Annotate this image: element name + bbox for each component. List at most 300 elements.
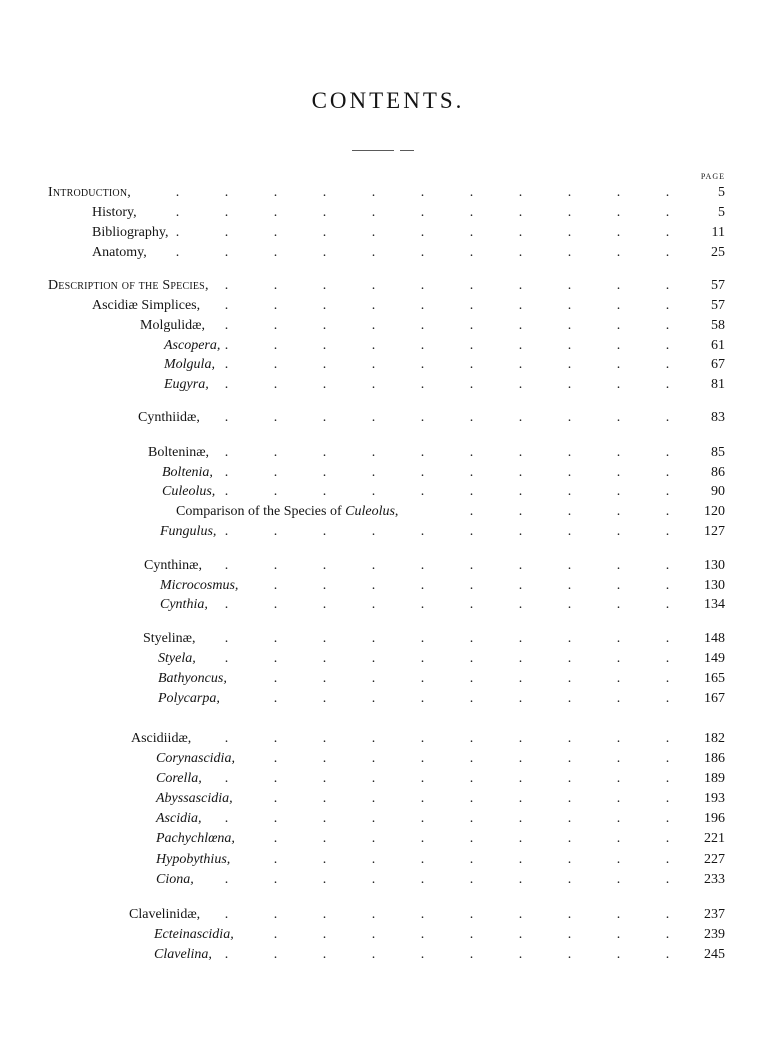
leader-dot: . [665, 558, 670, 573]
leader-dot: . [567, 811, 572, 826]
toc-entry-page: 86 [711, 465, 725, 480]
toc-entry-label-genus: Culeolus [345, 504, 395, 519]
leader-dot: . [322, 338, 327, 353]
toc-entry-ascidiidae [0, 729, 776, 749]
toc-entry-label: Molgulidæ, [140, 318, 205, 333]
leader-dot: . [518, 410, 523, 425]
leader-dot: . [420, 484, 425, 499]
leader-dot: . [616, 377, 621, 392]
toc-entry-page: 221 [704, 831, 725, 846]
leader-dot: . [567, 731, 572, 746]
leader-dots [202, 296, 692, 316]
leader-dot: . [616, 504, 621, 519]
leader-dot: . [420, 811, 425, 826]
toc-entry-label: Cynthinæ, [144, 558, 202, 573]
leader-dot: . [322, 811, 327, 826]
leader-dot: . [322, 445, 327, 460]
toc-entry-ecteinascidia [0, 925, 776, 945]
leader-dot: . [469, 831, 474, 846]
leader-dot: . [224, 872, 229, 887]
leader-dot: . [518, 771, 523, 786]
toc-entry-culeolus [0, 482, 776, 502]
leader-dot: . [665, 205, 670, 220]
leader-dot: . [371, 831, 376, 846]
leader-dot: . [665, 524, 670, 539]
leader-dot: . [224, 338, 229, 353]
leader-dot: . [224, 651, 229, 666]
leader-dot: . [665, 791, 670, 806]
leader-dot: . [665, 578, 670, 593]
leader-dot: . [224, 947, 229, 962]
toc-entry-comparison-of-culeolus [0, 502, 776, 522]
leader-dot: . [224, 631, 229, 646]
leader-dot: . [567, 671, 572, 686]
toc-entry-label: Bathyoncus, [158, 671, 227, 686]
leader-dot: . [469, 245, 474, 260]
toc-entry-page: 134 [704, 597, 725, 612]
toc-entry-eugyra [0, 375, 776, 395]
leader-dot: . [616, 811, 621, 826]
leader-dot: . [322, 927, 327, 942]
leader-dot: . [371, 558, 376, 573]
leader-dot: . [518, 318, 523, 333]
leader-dot: . [322, 465, 327, 480]
leader-dot: . [224, 445, 229, 460]
toc-entry-page: 245 [704, 947, 725, 962]
leader-dot: . [567, 791, 572, 806]
leader-dots [202, 336, 692, 356]
leader-dot: . [420, 185, 425, 200]
leader-dot: . [616, 651, 621, 666]
leader-dot: . [420, 445, 425, 460]
leader-dot: . [665, 907, 670, 922]
leader-dot: . [420, 872, 425, 887]
leader-dot: . [469, 852, 474, 867]
leader-dots [202, 375, 692, 395]
leader-dot: . [273, 278, 278, 293]
leader-dot: . [371, 811, 376, 826]
leader-dot: . [273, 357, 278, 372]
leader-dot: . [322, 357, 327, 372]
leader-dot: . [273, 225, 278, 240]
toc-entry-page: 61 [711, 338, 725, 353]
leader-dot: . [518, 465, 523, 480]
leader-dot: . [371, 691, 376, 706]
leader-dots [251, 749, 692, 769]
leader-dot: . [469, 484, 474, 499]
leader-dot: . [273, 872, 278, 887]
leader-dot: . [469, 410, 474, 425]
leader-dot: . [665, 185, 670, 200]
leader-dot: . [567, 947, 572, 962]
leader-dot: . [420, 377, 425, 392]
leader-dot: . [322, 377, 327, 392]
leader-dot: . [322, 751, 327, 766]
toc-entry-ciona [0, 870, 776, 890]
leader-dot: . [224, 225, 229, 240]
leader-dot: . [273, 771, 278, 786]
leader-dot: . [224, 245, 229, 260]
toc-entry-label: Clavelinidæ, [129, 907, 201, 922]
leader-dot: . [518, 731, 523, 746]
leader-dots [202, 769, 692, 789]
leader-dot: . [469, 872, 474, 887]
leader-dot: . [567, 318, 572, 333]
toc-entry-label: Corynascidia, [156, 751, 235, 766]
leader-dot: . [616, 907, 621, 922]
leader-dot: . [273, 338, 278, 353]
toc-entry-page: 81 [711, 377, 725, 392]
leader-dot: . [567, 578, 572, 593]
toc-entry-microcosmus [0, 576, 776, 596]
leader-dot: . [322, 791, 327, 806]
toc-entry-page: 57 [711, 278, 725, 293]
leader-dot: . [224, 484, 229, 499]
leader-dot: . [371, 225, 376, 240]
leader-dot: . [567, 377, 572, 392]
leader-dot: . [420, 651, 425, 666]
leader-dot: . [224, 597, 229, 612]
leader-dot: . [420, 771, 425, 786]
leader-dots [251, 850, 692, 870]
leader-dot: . [567, 751, 572, 766]
leader-dot: . [420, 597, 425, 612]
leader-dot: . [371, 298, 376, 313]
toc-entry-label: Ascidiidæ, [131, 731, 192, 746]
leader-dot: . [616, 318, 621, 333]
leader-dot: . [371, 484, 376, 499]
leader-dot: . [273, 907, 278, 922]
leader-dot: . [322, 947, 327, 962]
leader-dot: . [273, 751, 278, 766]
leader-dot: . [273, 831, 278, 846]
leader-dot: . [273, 465, 278, 480]
leader-dot: . [665, 338, 670, 353]
toc-entry-page: 165 [704, 671, 725, 686]
leader-dot: . [616, 524, 621, 539]
toc-entry-cynthiidae [0, 408, 776, 428]
leader-dot: . [665, 278, 670, 293]
leader-dot: . [469, 278, 474, 293]
leader-dot: . [469, 927, 474, 942]
leader-dot: . [371, 578, 376, 593]
leader-dot: . [273, 524, 278, 539]
leader-dot: . [371, 907, 376, 922]
toc-entry-label: Microcosmus, [160, 578, 239, 593]
toc-entry-corella [0, 769, 776, 789]
toc-entry-label: Anatomy, [92, 245, 147, 260]
leader-dot: . [616, 731, 621, 746]
leader-dot: . [665, 811, 670, 826]
leader-dot: . [469, 811, 474, 826]
leader-dot: . [567, 771, 572, 786]
leader-dots [202, 556, 692, 576]
leader-dot: . [273, 410, 278, 425]
leader-dots [202, 355, 692, 375]
toc-entry-ascidiae-simplices [0, 296, 776, 316]
leader-dot: . [420, 465, 425, 480]
toc-entry-page: 25 [711, 245, 725, 260]
leader-dot: . [616, 751, 621, 766]
leader-dot: . [469, 731, 474, 746]
leader-dot: . [518, 631, 523, 646]
leader-dot: . [371, 465, 376, 480]
leader-dot: . [567, 872, 572, 887]
leader-dot: . [469, 318, 474, 333]
leader-dots [153, 243, 692, 263]
toc-entry-hypobythius [0, 850, 776, 870]
leader-dot: . [469, 205, 474, 220]
leader-dot: . [518, 558, 523, 573]
leader-dot: . [567, 831, 572, 846]
toc-entry-bathyoncus [0, 669, 776, 689]
leader-dot: . [322, 558, 327, 573]
leader-dot: . [371, 771, 376, 786]
leader-dot: . [469, 185, 474, 200]
leader-dots [153, 223, 692, 243]
toc-entry-page: 83 [711, 410, 725, 425]
leader-dot: . [518, 927, 523, 942]
toc-entry-label: Bolteninæ, [148, 445, 210, 460]
leader-dot: . [665, 947, 670, 962]
leader-dot: . [371, 947, 376, 962]
toc-entry-page: 182 [704, 731, 725, 746]
leader-dot: . [273, 318, 278, 333]
leader-dot: . [371, 872, 376, 887]
toc-entry-page: 90 [711, 484, 725, 499]
leader-dot: . [567, 484, 572, 499]
leader-dot: . [322, 852, 327, 867]
leader-dot: . [420, 791, 425, 806]
leader-dot: . [518, 907, 523, 922]
leader-dot: . [469, 947, 474, 962]
leader-dot: . [518, 338, 523, 353]
leader-dot: . [665, 318, 670, 333]
toc-entry-abyssascidia [0, 789, 776, 809]
toc-entry-bolteninae [0, 443, 776, 463]
toc-entry-label: Pachychlœna, [156, 831, 235, 846]
toc-entry-clavelinidae [0, 905, 776, 925]
toc-entry-label: Eugyra, [164, 377, 209, 392]
leader-dot: . [371, 631, 376, 646]
leader-dot: . [420, 298, 425, 313]
leader-dot: . [518, 484, 523, 499]
toc-entry-label: Culeolus, [162, 484, 216, 499]
toc-entry-description-of-the-species [0, 276, 776, 296]
leader-dot: . [518, 872, 523, 887]
leader-dot: . [616, 185, 621, 200]
leader-dot: . [371, 410, 376, 425]
leader-dot: . [616, 357, 621, 372]
leader-dot: . [616, 298, 621, 313]
leader-dot: . [420, 357, 425, 372]
toc-entry-label: Cynthiidæ, [138, 410, 200, 425]
page-title: CONTENTS. [311, 88, 465, 113]
leader-dot: . [567, 410, 572, 425]
toc-entry-anatomy [0, 243, 776, 263]
leader-dot: . [371, 791, 376, 806]
toc-entry-label: Ascidiæ Simplices, [92, 298, 201, 313]
leader-dot: . [420, 318, 425, 333]
toc-entry-label [176, 502, 398, 522]
leader-dots [251, 576, 692, 596]
leader-dot: . [322, 631, 327, 646]
leader-dots [153, 183, 692, 203]
leader-dot: . [273, 731, 278, 746]
leader-dot: . [567, 631, 572, 646]
leader-dot: . [420, 578, 425, 593]
leader-dot: . [665, 245, 670, 260]
leader-dot: . [518, 504, 523, 519]
leader-dot: . [322, 205, 327, 220]
leader-dot: . [616, 558, 621, 573]
leader-dot: . [567, 524, 572, 539]
leader-dot: . [224, 907, 229, 922]
toc-entry-label: Boltenia, [162, 465, 213, 480]
leader-dot: . [567, 597, 572, 612]
leader-dot: . [469, 631, 474, 646]
leader-dot: . [420, 205, 425, 220]
leader-dot: . [420, 524, 425, 539]
toc-entry-label: Styela, [158, 651, 196, 666]
leader-dot: . [567, 907, 572, 922]
page-column-heading: PAGE [700, 172, 725, 181]
leader-dot: . [567, 225, 572, 240]
leader-dot: . [469, 504, 474, 519]
leader-dot: . [469, 225, 474, 240]
leader-dot: . [567, 205, 572, 220]
toc-entry-label: Introduction, [48, 185, 131, 200]
leader-dot: . [469, 558, 474, 573]
leader-dot: . [371, 927, 376, 942]
toc-entry-page: 120 [704, 504, 725, 519]
leader-dot: . [518, 578, 523, 593]
toc-entry-label-tail: , [394, 504, 399, 519]
toc-entry-page: 239 [704, 927, 725, 942]
leader-dot: . [420, 947, 425, 962]
leader-dot: . [273, 558, 278, 573]
leader-dots [202, 463, 692, 483]
leader-dots [202, 945, 692, 965]
leader-dot: . [518, 524, 523, 539]
toc-entry-bibliography [0, 223, 776, 243]
leader-dots [202, 408, 692, 428]
leader-dot: . [273, 445, 278, 460]
leader-dot: . [224, 298, 229, 313]
toc-entry-label: Ascidia, [156, 811, 202, 826]
leader-dot: . [322, 410, 327, 425]
leader-dot: . [322, 185, 327, 200]
leader-dot: . [322, 872, 327, 887]
leader-dots [153, 203, 692, 223]
leader-dot: . [273, 298, 278, 313]
toc-entry-page: 130 [704, 558, 725, 573]
toc-entry-cynthinae [0, 556, 776, 576]
leader-dot: . [665, 691, 670, 706]
toc-entry-fungulus [0, 522, 776, 542]
leader-dot: . [371, 731, 376, 746]
leader-dot: . [469, 445, 474, 460]
leader-dot: . [371, 205, 376, 220]
leader-dot: . [371, 597, 376, 612]
leader-dot: . [322, 524, 327, 539]
leader-dots [251, 789, 692, 809]
leader-dots [251, 689, 692, 709]
toc-entry-label: Hypobythius, [156, 852, 231, 867]
toc-entry-page: 130 [704, 578, 725, 593]
toc-entry-label: Abyssascidia, [156, 791, 233, 806]
leader-dot: . [469, 578, 474, 593]
leader-dot: . [175, 225, 180, 240]
leader-dot: . [567, 278, 572, 293]
leader-dot: . [273, 852, 278, 867]
leader-dot: . [420, 927, 425, 942]
leader-dot: . [322, 298, 327, 313]
leader-dot: . [665, 597, 670, 612]
leader-dot: . [371, 278, 376, 293]
leader-dot: . [665, 751, 670, 766]
leader-dot: . [616, 791, 621, 806]
leader-dot: . [273, 811, 278, 826]
leader-dot: . [420, 278, 425, 293]
leader-dot: . [224, 465, 229, 480]
leader-dot: . [665, 410, 670, 425]
leader-dot: . [518, 671, 523, 686]
leader-dot: . [273, 578, 278, 593]
leader-dot: . [224, 558, 229, 573]
leader-dot: . [665, 731, 670, 746]
toc-entry-page: 148 [704, 631, 725, 646]
toc-entry-ascidia [0, 809, 776, 829]
leader-dot: . [518, 811, 523, 826]
leader-dot: . [567, 651, 572, 666]
toc-entry-label: Clavelina, [154, 947, 212, 962]
leader-dot: . [420, 225, 425, 240]
leader-dot: . [322, 671, 327, 686]
leader-dot: . [273, 691, 278, 706]
toc-entry-styela [0, 649, 776, 669]
leader-dot: . [273, 927, 278, 942]
leader-dot: . [322, 771, 327, 786]
leader-dots [202, 443, 692, 463]
leader-dot: . [616, 671, 621, 686]
leader-dot: . [420, 410, 425, 425]
toc-entry-label: Description of the Species, [48, 278, 209, 293]
leader-dot: . [616, 465, 621, 480]
leader-dot: . [567, 504, 572, 519]
leader-dot: . [469, 671, 474, 686]
leader-dot: . [567, 185, 572, 200]
toc-entry-label: Fungulus, [160, 524, 217, 539]
leader-dot: . [665, 225, 670, 240]
leader-dot: . [616, 691, 621, 706]
leader-dot: . [616, 927, 621, 942]
leader-dot: . [273, 791, 278, 806]
toc-entry-page: 167 [704, 691, 725, 706]
toc-entry-page: 11 [711, 225, 725, 240]
toc-entry-page: 67 [711, 357, 725, 372]
leader-dot: . [371, 377, 376, 392]
leader-dot: . [616, 278, 621, 293]
leader-dot: . [371, 651, 376, 666]
leader-dot: . [567, 338, 572, 353]
leader-dot: . [175, 185, 180, 200]
toc-entry-label: Corella, [156, 771, 202, 786]
toc-entry-styelinae [0, 629, 776, 649]
toc-entry-label: Bibliography, [92, 225, 169, 240]
leader-dot: . [665, 671, 670, 686]
leader-dot: . [371, 445, 376, 460]
